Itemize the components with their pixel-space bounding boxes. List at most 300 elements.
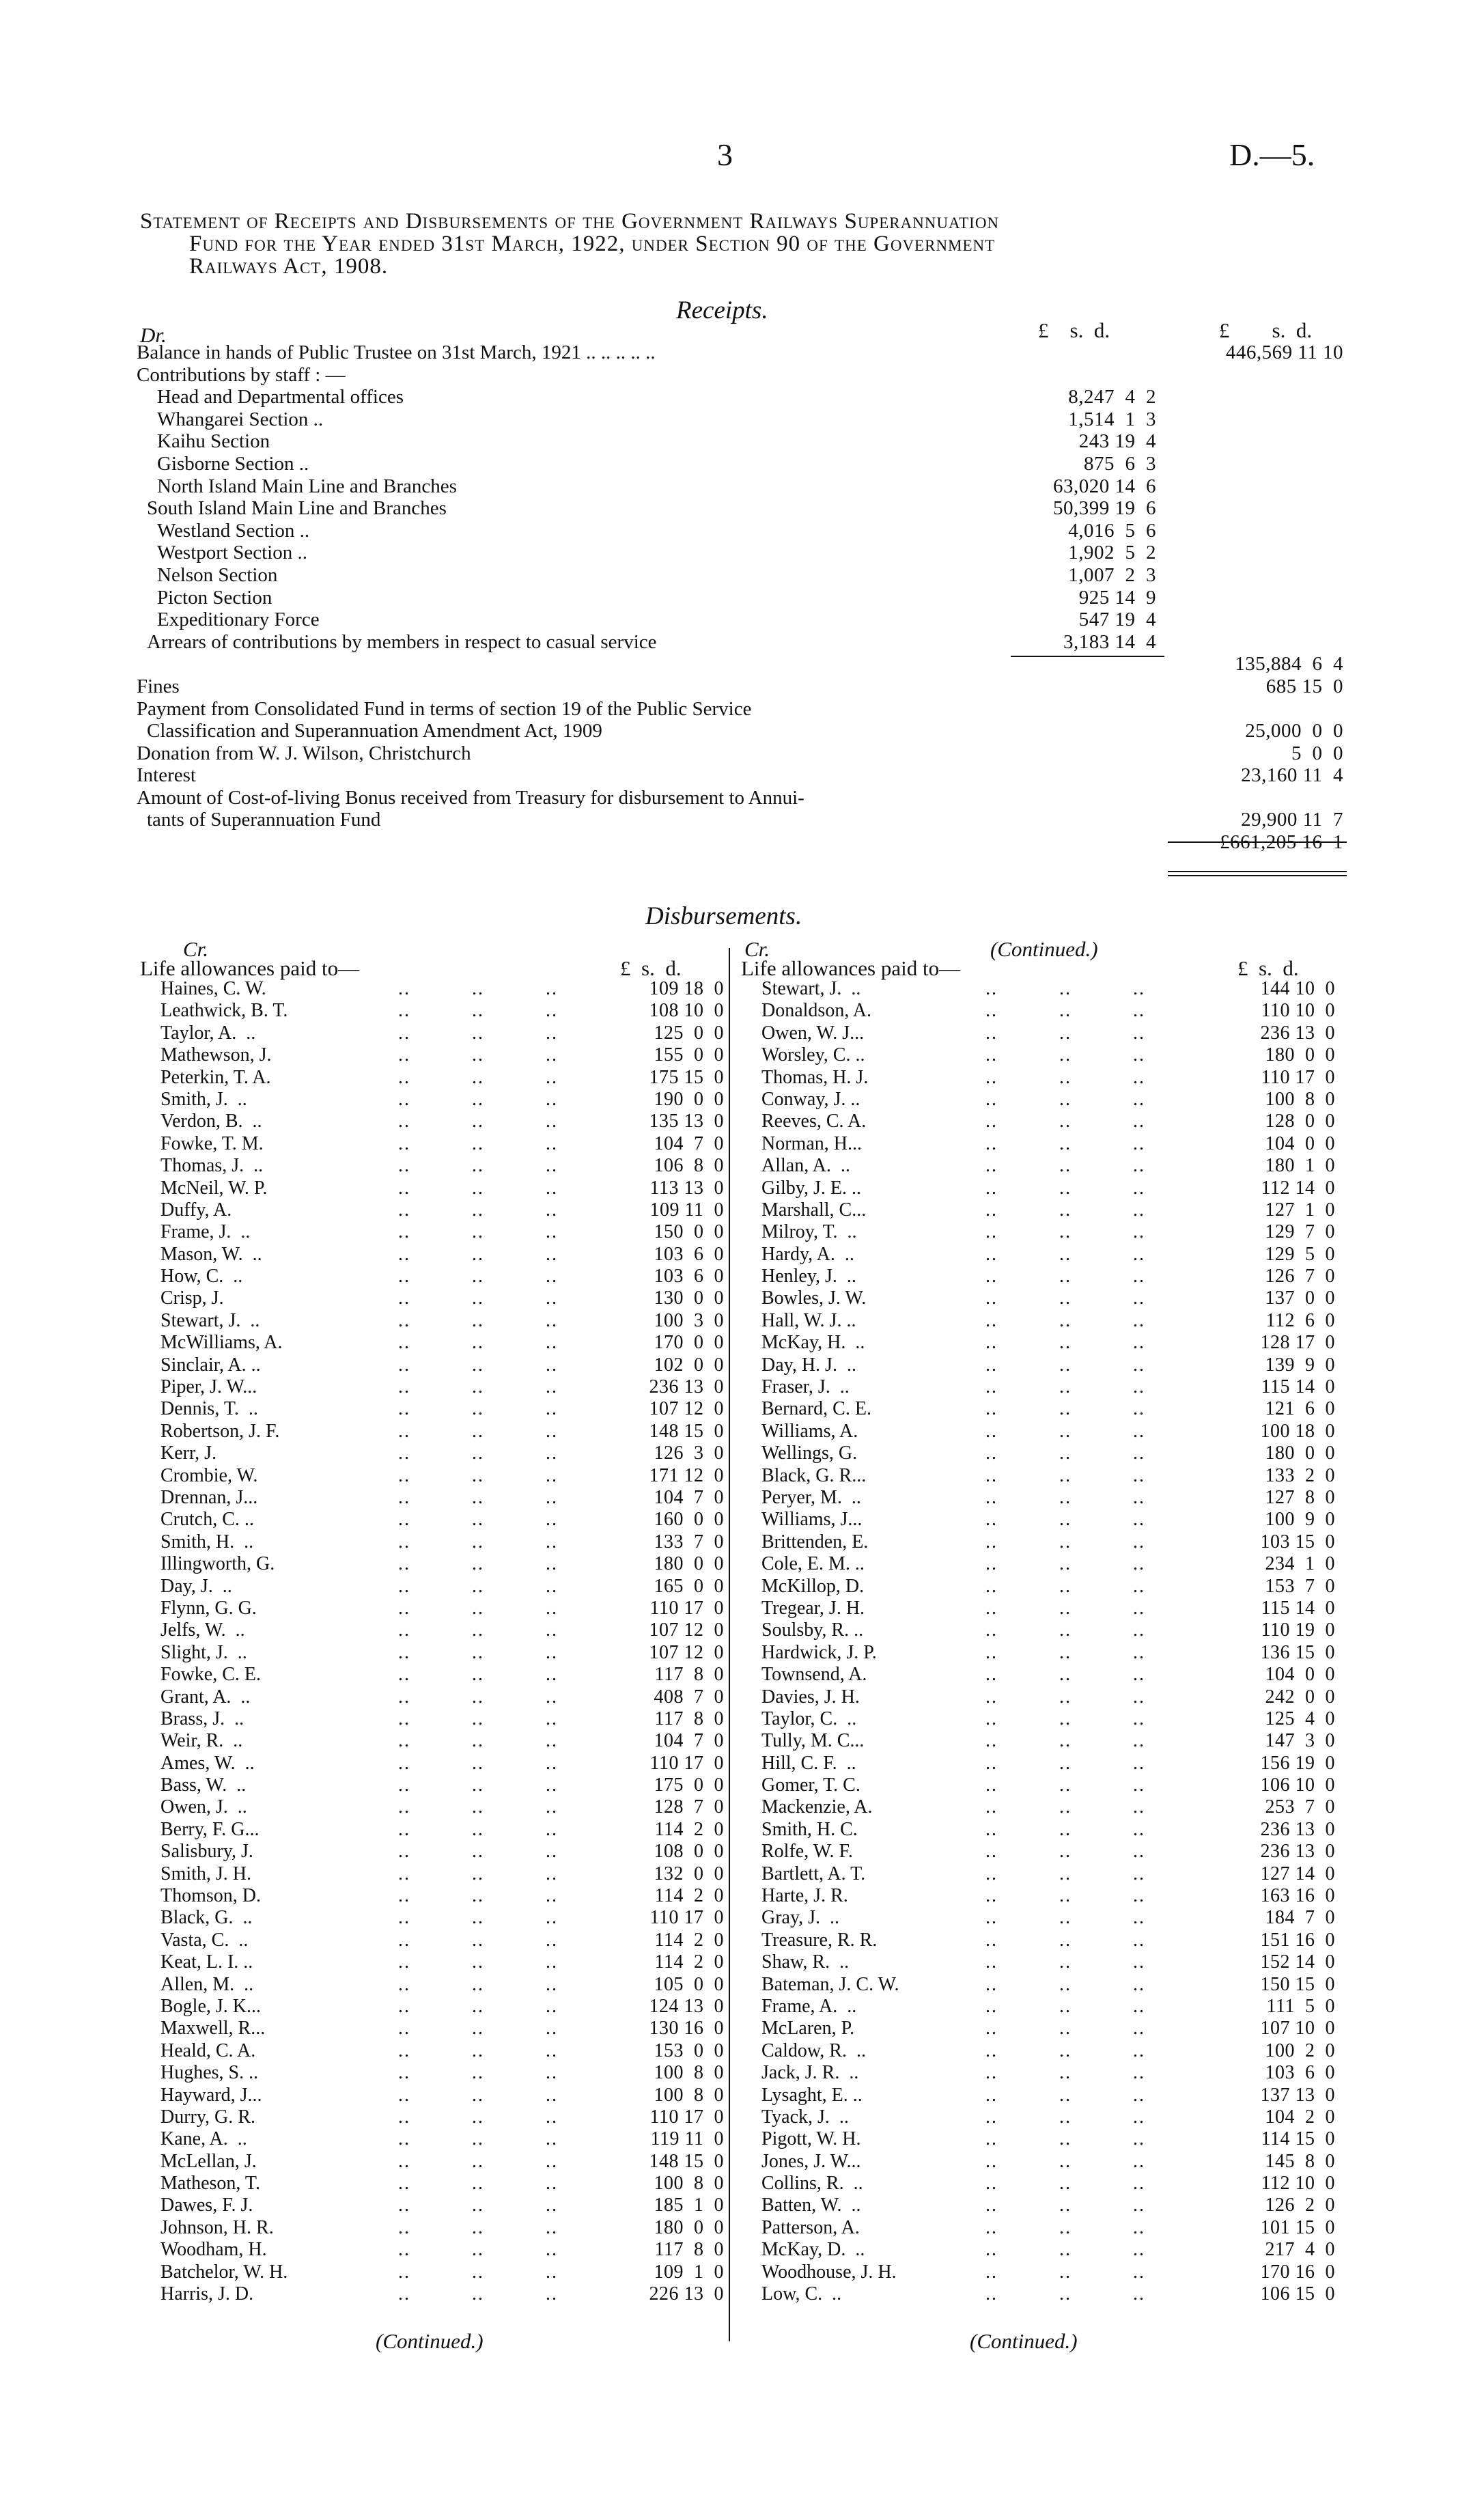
- leader-dots: .. .. ..: [973, 1841, 1145, 1863]
- allowance-name: Allan, A. ..: [761, 1155, 850, 1177]
- allowance-name: Marshall, C...: [761, 1199, 867, 1221]
- allowance-row: [140, 1376, 724, 1398]
- leader-dots: .. .. ..: [973, 1376, 1145, 1398]
- receipt-amount-detail: 8,247 4 2: [1068, 386, 1156, 408]
- allowance-row: [140, 1509, 724, 1531]
- allowance-amount: 108 0 0: [654, 1841, 724, 1863]
- receipt-row: [137, 342, 1349, 364]
- allowance-name: Frame, J. ..: [160, 1221, 251, 1243]
- allowance-row: [140, 2239, 724, 2261]
- leader-dots: .. .. ..: [973, 1796, 1145, 1818]
- leader-dots: .. .. ..: [973, 1973, 1145, 1995]
- allowance-amount: 112 10 0: [1261, 2173, 1335, 2195]
- leader-dots: .. .. ..: [973, 1287, 1145, 1309]
- leader-dots: .. .. ..: [973, 1995, 1145, 2017]
- allowance-name: Smith, J. H.: [160, 1863, 252, 1884]
- allowance-name: Crutch, C. ..: [160, 1509, 254, 1531]
- allowance-amount: 106 10 0: [1260, 1774, 1335, 1796]
- allowance-row: [741, 2128, 1335, 2150]
- receipts-caption: Receipts.: [676, 296, 768, 324]
- receipt-amount-detail: 3,183 14 4: [1063, 630, 1156, 653]
- allowance-amount: 170 0 0: [654, 1332, 724, 1354]
- allowance-amount: 128 7 0: [654, 1796, 724, 1818]
- leader-dots: .. .. ..: [973, 1486, 1145, 1508]
- allowance-amount: 103 6 0: [654, 1243, 724, 1265]
- leader-dots: .. .. ..: [386, 2195, 558, 2216]
- allowance-row: [140, 1553, 724, 1575]
- leader-dots: .. .. ..: [386, 2084, 558, 2106]
- allowance-row: [140, 1819, 724, 1841]
- allowance-amount: 153 7 0: [1265, 1575, 1335, 1597]
- allowance-row: [140, 1863, 724, 1885]
- allowance-row: [140, 2018, 724, 2039]
- leader-dots: .. .. ..: [973, 1686, 1145, 1708]
- allowance-name: Sinclair, A. ..: [160, 1354, 261, 1376]
- allowance-row: [140, 1022, 724, 1044]
- allowance-name: Kerr, J.: [160, 1443, 217, 1464]
- allowance-row: [140, 1044, 724, 1066]
- allowance-amount: 180 0 0: [1265, 1443, 1335, 1464]
- allowance-row: [741, 1907, 1335, 1929]
- allowance-amount: 130 0 0: [654, 1287, 724, 1309]
- leader-dots: .. .. ..: [386, 1531, 558, 1552]
- allowance-name: Hardy, A. ..: [761, 1243, 854, 1265]
- allowance-name: Dawes, F. J.: [160, 2195, 253, 2216]
- allowance-row: [741, 1376, 1335, 1398]
- allowance-name: Ames, W. ..: [160, 1752, 255, 1774]
- receipt-row: [137, 720, 1349, 742]
- allowance-row: [140, 1841, 724, 1863]
- allowance-amount: 126 2 0: [1265, 2195, 1335, 2216]
- allowance-row: [741, 1930, 1335, 1951]
- allowance-amount: 236 13 0: [649, 1376, 724, 1398]
- allowance-amount: 100 9 0: [1265, 1509, 1335, 1531]
- allowance-name: Mackenzie, A.: [761, 1796, 873, 1818]
- allowance-row: [140, 1266, 724, 1287]
- leader-dots: .. .. ..: [973, 1907, 1145, 1929]
- receipt-row: [137, 564, 1349, 587]
- allowance-row: [140, 1598, 724, 1619]
- allowance-row: [741, 1531, 1335, 1553]
- allowance-row: [741, 2062, 1335, 2084]
- allowance-amount: 107 12 0: [649, 1641, 724, 1663]
- receipt-row: [137, 587, 1349, 609]
- left-continued: (Continued.): [376, 2329, 484, 2353]
- receipt-label: Payment from Consolidated Fund in terms of section 19 of the Public Service: [137, 697, 752, 720]
- allowance-row: [140, 2283, 724, 2305]
- allowance-row: [741, 2217, 1335, 2239]
- allowance-amount: 109 11 0: [649, 1199, 724, 1221]
- allowance-amount: 100 8 0: [654, 2062, 724, 2084]
- allowance-name: Crombie, W.: [160, 1464, 258, 1486]
- left-section-label: Life allowances paid to—: [140, 956, 360, 980]
- allowance-row: [741, 1598, 1335, 1619]
- allowance-name: Williams, A.: [761, 1420, 858, 1442]
- allowance-amount: 100 2 0: [1265, 2039, 1335, 2061]
- receipt-row: [137, 364, 1349, 387]
- allowance-amount: 185 1 0: [654, 2195, 724, 2216]
- allowance-amount: 104 7 0: [654, 1486, 724, 1508]
- allowance-name: Tregear, J. H.: [761, 1597, 865, 1619]
- allowance-row: [741, 2040, 1335, 2062]
- allowance-row: [140, 2106, 724, 2128]
- allowance-amount: 105 0 0: [654, 1973, 724, 1995]
- leader-dots: .. .. ..: [386, 1486, 558, 1508]
- document-reference: D.—5.: [1229, 137, 1315, 172]
- leader-dots: .. .. ..: [973, 2239, 1145, 2261]
- allowance-name: Thomas, J. ..: [160, 1155, 264, 1177]
- leader-dots: .. .. ..: [386, 1000, 558, 1022]
- allowance-row: [741, 1863, 1335, 1885]
- allowance-row: [140, 2261, 724, 2283]
- leader-dots: .. .. ..: [386, 1796, 558, 1818]
- allowance-name: Reeves, C. A.: [761, 1111, 867, 1132]
- leader-dots: .. .. ..: [973, 1000, 1145, 1022]
- allowance-row: [741, 1044, 1335, 1066]
- allowance-name: Verdon, B. ..: [160, 1111, 262, 1132]
- allowance-row: [741, 1774, 1335, 1796]
- receipt-amount-detail: 4,016 5 6: [1068, 519, 1156, 542]
- receipt-amount-detail: 547 19 4: [1078, 609, 1156, 631]
- leader-dots: .. .. ..: [386, 1243, 558, 1265]
- allowance-name: Thomson, D.: [160, 1885, 261, 1907]
- allowance-name: Maxwell, R...: [160, 2018, 266, 2039]
- disbursements-caption: Disbursements.: [645, 902, 802, 930]
- leader-dots: .. .. ..: [973, 1885, 1145, 1907]
- allowance-name: Hughes, S. ..: [160, 2062, 259, 2084]
- allowance-row: [140, 1576, 724, 1598]
- receipt-label: Arrears of contributions by members in respect to casual service: [147, 630, 657, 653]
- allowance-amount: 135 13 0: [649, 1111, 724, 1132]
- allowance-row: [741, 1819, 1335, 1841]
- allowance-amount: 110 17 0: [649, 1597, 724, 1619]
- allowance-row: [741, 1022, 1335, 1044]
- allowance-row: [140, 1974, 724, 1996]
- leader-dots: .. .. ..: [973, 1398, 1145, 1420]
- allowance-name: Flynn, G. G.: [160, 1597, 257, 1619]
- allowance-amount: 137 0 0: [1265, 1287, 1335, 1309]
- leader-dots: .. .. ..: [386, 1752, 558, 1774]
- leader-dots: .. .. ..: [386, 2261, 558, 2283]
- receipts-col2-header: £ s. d.: [1219, 318, 1313, 342]
- allowance-row: [741, 2239, 1335, 2261]
- leader-dots: .. .. ..: [386, 2173, 558, 2195]
- leader-dots: .. .. ..: [386, 1708, 558, 1729]
- allowance-name: Worsley, C. ..: [761, 1044, 865, 1066]
- allowance-row: [741, 1708, 1335, 1730]
- allowance-amount: 100 8 0: [654, 2084, 724, 2106]
- leader-dots: .. .. ..: [386, 2039, 558, 2061]
- allowance-name: Milroy, T. ..: [761, 1221, 857, 1243]
- leader-dots: .. .. ..: [973, 978, 1145, 999]
- allowance-name: Bernard, C. E.: [761, 1398, 871, 1420]
- leader-dots: .. .. ..: [973, 1066, 1145, 1088]
- allowance-amount: 103 15 0: [1260, 1531, 1335, 1552]
- allowance-amount: 180 0 0: [1265, 1044, 1335, 1066]
- allowance-name: Bogle, J. K...: [160, 1995, 261, 2017]
- allowance-amount: 155 0 0: [654, 1044, 724, 1066]
- allowance-amount: 119 11 0: [650, 2128, 724, 2150]
- leader-dots: .. .. ..: [973, 1597, 1145, 1619]
- leader-dots: .. .. ..: [973, 2150, 1145, 2172]
- leader-dots: .. .. ..: [386, 1354, 558, 1376]
- allowance-name: Norman, H...: [761, 1132, 862, 1154]
- receipts-col1-header: £ s. d.: [1038, 318, 1110, 342]
- allowance-amount: 108 10 0: [649, 1000, 724, 1022]
- allowance-amount: 128 17 0: [1260, 1332, 1335, 1354]
- allowance-row: [741, 1996, 1335, 2018]
- receipt-amount-total: 25,000 0 0: [1245, 720, 1343, 742]
- receipt-amount-detail: 1,514 1 3: [1068, 408, 1156, 430]
- allowance-amount: 110 10 0: [1261, 1000, 1335, 1022]
- receipt-amount-total: 446,569 11 10: [1225, 342, 1343, 363]
- leader-dots: .. .. ..: [973, 2283, 1145, 2305]
- allowance-amount: 127 14 0: [1260, 1863, 1335, 1884]
- allowance-name: Robertson, J. F.: [160, 1420, 280, 1442]
- allowance-name: McWilliams, A.: [160, 1332, 283, 1354]
- leader-dots: .. .. ..: [386, 1841, 558, 1863]
- allowance-name: McLellan, J.: [160, 2150, 257, 2172]
- allowance-name: Owen, J. ..: [160, 1796, 247, 1818]
- allowance-row: [140, 1796, 724, 1818]
- leader-dots: .. .. ..: [973, 2216, 1145, 2238]
- leader-dots: .. .. ..: [386, 1774, 558, 1796]
- allowance-name: Gomer, T. C.: [761, 1774, 860, 1796]
- allowance-amount: 110 17 0: [1261, 1066, 1335, 1088]
- allowance-row: [140, 1199, 724, 1221]
- allowance-row: [741, 1487, 1335, 1509]
- receipt-label: Donation from W. J. Wilson, Christchurch: [137, 742, 471, 764]
- allowance-amount: 180 0 0: [654, 1553, 724, 1575]
- receipt-amount-detail: 50,399 19 6: [1053, 497, 1156, 520]
- allowance-row: [140, 1951, 724, 1973]
- allowance-row: [741, 1332, 1335, 1354]
- leader-dots: .. .. ..: [386, 1863, 558, 1884]
- allowance-amount: 104 2 0: [1265, 2106, 1335, 2128]
- allowance-name: Lysaght, E. ..: [761, 2084, 863, 2106]
- allowance-amount: 129 7 0: [1265, 1221, 1335, 1243]
- allowance-row: [741, 1730, 1335, 1752]
- leader-dots: .. .. ..: [386, 1907, 558, 1929]
- leader-dots: .. .. ..: [973, 1443, 1145, 1464]
- allowance-amount: 113 13 0: [649, 1177, 724, 1199]
- receipt-label: tants of Superannuation Fund: [147, 809, 381, 831]
- allowance-amount: 104 7 0: [654, 1730, 724, 1752]
- allowance-amount: 109 18 0: [649, 978, 724, 999]
- allowance-row: [741, 1619, 1335, 1641]
- allowance-amount: 107 12 0: [649, 1398, 724, 1420]
- allowance-name: Johnson, H. R.: [160, 2216, 274, 2238]
- allowance-amount: 144 10 0: [1260, 978, 1335, 999]
- allowance-name: Henley, J. ..: [761, 1266, 856, 1287]
- receipt-row: [137, 542, 1349, 564]
- allowance-name: Berry, F. G...: [160, 1818, 260, 1840]
- allowance-row: [741, 2173, 1335, 2195]
- allowance-row: [741, 1443, 1335, 1464]
- receipt-label: Gisborne Section ..: [157, 452, 309, 475]
- allowance-amount: 234 1 0: [1265, 1553, 1335, 1575]
- receipt-row: [137, 676, 1349, 698]
- allowance-amount: 156 19 0: [1260, 1752, 1335, 1774]
- receipt-row: [137, 475, 1349, 498]
- leader-dots: .. .. ..: [973, 2106, 1145, 2128]
- allowance-amount: 148 15 0: [649, 1420, 724, 1442]
- leader-dots: .. .. ..: [386, 1553, 558, 1575]
- leader-dots: .. .. ..: [973, 1752, 1145, 1774]
- allowance-amount: 117 8 0: [654, 1708, 724, 1729]
- leader-dots: .. .. ..: [973, 1044, 1145, 1066]
- allowance-row: [741, 2283, 1335, 2305]
- allowance-name: Collins, R. ..: [761, 2173, 863, 2195]
- allowance-row: [741, 1244, 1335, 1266]
- receipt-amount-detail: 243 19 4: [1078, 430, 1156, 453]
- receipt-label: North Island Main Line and Branches: [157, 475, 457, 497]
- leader-dots: .. .. ..: [973, 1332, 1145, 1354]
- allowance-name: Weir, R. ..: [160, 1730, 243, 1752]
- leader-dots: .. .. ..: [386, 1266, 558, 1287]
- leader-dots: .. .. ..: [386, 1088, 558, 1110]
- allowance-amount: 124 13 0: [649, 1995, 724, 2017]
- allowance-row: [140, 1885, 724, 1907]
- allowance-name: McLaren, P.: [761, 2018, 855, 2039]
- allowance-row: [741, 1310, 1335, 1332]
- allowance-amount: 139 9 0: [1265, 1354, 1335, 1376]
- receipt-label: Amount of Cost-of-living Bonus received from Treasury for disbursement to Annui-: [137, 786, 804, 809]
- receipt-row: [137, 764, 1349, 787]
- allowance-name: Hayward, J...: [160, 2084, 262, 2106]
- allowance-amount: 107 10 0: [1260, 2018, 1335, 2039]
- allowance-amount: 125 0 0: [654, 1022, 724, 1044]
- leader-dots: .. .. ..: [973, 1951, 1145, 1973]
- receipt-row: [137, 698, 1349, 721]
- receipts-table: [137, 342, 1349, 854]
- allowance-amount: 148 15 0: [649, 2150, 724, 2172]
- allowance-row: [140, 1730, 724, 1752]
- allowance-amount: 253 7 0: [1265, 1796, 1335, 1818]
- right-col-header: £ s. d.: [1237, 956, 1299, 980]
- allowance-amount: 114 2 0: [654, 1818, 724, 1840]
- allowance-amount: 133 2 0: [1265, 1464, 1335, 1486]
- allowance-name: Haines, C. W.: [160, 978, 266, 999]
- allowance-amount: 127 8 0: [1265, 1486, 1335, 1508]
- leader-dots: .. .. ..: [973, 2018, 1145, 2039]
- allowance-amount: 151 16 0: [1260, 1929, 1335, 1951]
- allowance-row: [140, 1287, 724, 1309]
- leader-dots: .. .. ..: [386, 1464, 558, 1486]
- receipt-amount-total: 23,160 11 4: [1241, 764, 1343, 787]
- allowance-name: Jelfs, W. ..: [160, 1619, 245, 1641]
- receipt-row: [137, 609, 1349, 631]
- allowance-row: [741, 1199, 1335, 1221]
- allowance-row: [140, 1996, 724, 2018]
- allowance-row: [140, 1708, 724, 1730]
- allowance-name: Batten, W. ..: [761, 2195, 861, 2216]
- allowance-name: Jack, J. R. ..: [761, 2062, 859, 2084]
- allowance-row: [140, 1332, 724, 1354]
- leader-dots: .. .. ..: [386, 1044, 558, 1066]
- allowance-row: [741, 1753, 1335, 1774]
- allowance-name: Leathwick, B. T.: [160, 1000, 288, 1022]
- allowance-amount: 132 0 0: [654, 1863, 724, 1884]
- allowance-amount: 145 8 0: [1265, 2150, 1335, 2172]
- allowance-row: [140, 1487, 724, 1509]
- receipt-row: [137, 653, 1349, 676]
- allowance-amount: 165 0 0: [654, 1575, 724, 1597]
- allowance-row: [741, 1133, 1335, 1155]
- allowance-name: How, C. ..: [160, 1266, 243, 1287]
- allowance-name: Bartlett, A. T.: [761, 1863, 866, 1884]
- leader-dots: .. .. ..: [973, 2173, 1145, 2195]
- allowance-name: Donaldson, A.: [761, 1000, 871, 1022]
- allowance-name: Heald, C. A.: [160, 2039, 256, 2061]
- receipt-row: [137, 831, 1349, 854]
- allowance-row: [741, 1796, 1335, 1818]
- left-cr-label: Cr.: [183, 937, 209, 961]
- total-rule-double-1: [1168, 871, 1347, 872]
- receipt-amount-total: 29,900 11 7: [1241, 809, 1343, 831]
- allowance-name: Smith, J. ..: [160, 1088, 247, 1110]
- leader-dots: .. .. ..: [386, 1309, 558, 1331]
- allowance-name: Bass, W. ..: [160, 1774, 247, 1796]
- allowance-name: Dennis, T. ..: [160, 1398, 258, 1420]
- allowance-name: Matheson, T.: [160, 2173, 260, 2195]
- allowance-name: Wellings, G.: [761, 1443, 858, 1464]
- leader-dots: .. .. ..: [973, 1575, 1145, 1597]
- leader-dots: .. .. ..: [386, 1995, 558, 2017]
- allowance-amount: 103 6 0: [654, 1266, 724, 1287]
- allowance-row: [741, 1155, 1335, 1177]
- allowance-name: Vasta, C. ..: [160, 1929, 249, 1951]
- receipt-label: Fines: [137, 675, 180, 697]
- leader-dots: .. .. ..: [386, 1066, 558, 1088]
- leader-dots: .. .. ..: [973, 2195, 1145, 2216]
- leader-dots: .. .. ..: [973, 1774, 1145, 1796]
- allowance-row: [741, 1089, 1335, 1111]
- leader-dots: .. .. ..: [386, 1885, 558, 1907]
- leader-dots: .. .. ..: [973, 1221, 1145, 1243]
- allowance-row: [140, 2217, 724, 2239]
- leader-dots: .. .. ..: [386, 1221, 558, 1243]
- allowance-name: Batchelor, W. H.: [160, 2261, 288, 2283]
- allowance-row: [741, 1067, 1335, 1089]
- allowance-name: Harte, J. R.: [761, 1885, 848, 1907]
- leader-dots: .. .. ..: [386, 1929, 558, 1951]
- receipt-label: Head and Departmental offices: [157, 386, 404, 408]
- leader-dots: .. .. ..: [973, 1266, 1145, 1287]
- allowance-amount: 129 5 0: [1265, 1243, 1335, 1265]
- allowance-amount: 150 0 0: [654, 1221, 724, 1243]
- allowance-row: [741, 1178, 1335, 1199]
- leader-dots: .. .. ..: [386, 1597, 558, 1619]
- allowance-amount: 112 6 0: [1265, 1309, 1335, 1331]
- leader-dots: .. .. ..: [973, 1818, 1145, 1840]
- leader-dots: .. .. ..: [386, 2239, 558, 2261]
- leader-dots: .. .. ..: [386, 1177, 558, 1199]
- allowance-amount: 137 13 0: [1260, 2084, 1335, 2106]
- leader-dots: .. .. ..: [386, 1973, 558, 1995]
- leader-dots: .. .. ..: [386, 2216, 558, 2238]
- allowance-amount: 153 0 0: [654, 2039, 724, 2061]
- allowance-row: [741, 2106, 1335, 2128]
- receipt-row: [137, 408, 1349, 431]
- allowance-name: Mathewson, J.: [160, 1044, 272, 1066]
- allowance-row: [140, 1244, 724, 1266]
- leader-dots: .. .. ..: [386, 1155, 558, 1177]
- leader-dots: .. .. ..: [386, 1664, 558, 1686]
- allowance-row: [741, 1553, 1335, 1575]
- allowance-name: Soulsby, R. ..: [761, 1619, 864, 1641]
- allowance-name: Hall, W. J. ..: [761, 1309, 856, 1331]
